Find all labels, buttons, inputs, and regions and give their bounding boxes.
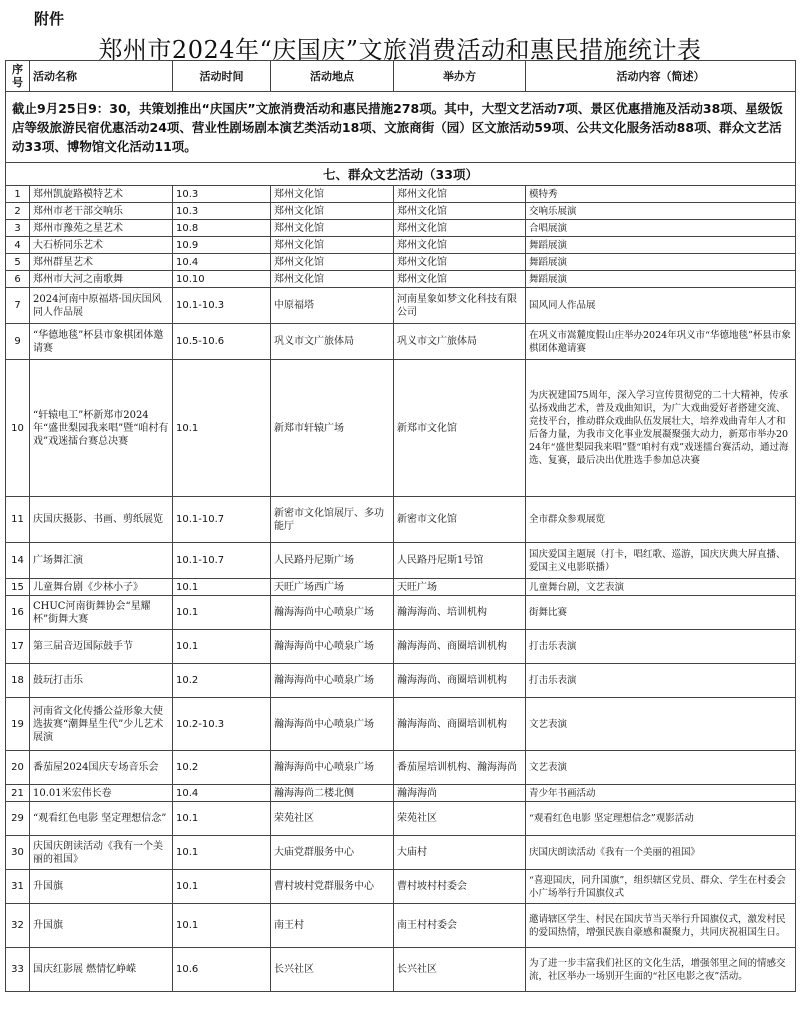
- activity-time: 10.1: [173, 836, 271, 870]
- activity-content: 国庆爱国主题展（打卡，唱红歌、巡游，国庆庆典大屏直播、爱国主义电影联播）: [526, 543, 796, 579]
- row-number: 4: [6, 237, 30, 254]
- activity-organizer: 新郑市文化馆: [394, 360, 526, 497]
- activity-name: 2024河南中原福塔·国庆国风同人作品展: [30, 288, 173, 324]
- activity-place: 荣苑社区: [271, 802, 394, 836]
- activity-name: “华德地毯”杯县市象棋团体邀请赛: [30, 324, 173, 360]
- activity-organizer: 瀚海海尚、商圈培训机构: [394, 664, 526, 698]
- activity-name: 升国旗: [30, 870, 173, 904]
- activity-content: 街舞比赛: [526, 596, 796, 630]
- activity-place: 郑州文化馆: [271, 203, 394, 220]
- row-number: 33: [6, 948, 30, 992]
- activity-place: 瀚海海尚中心喷泉广场: [271, 698, 394, 751]
- activity-name: 国庆红影展 燃情忆峥嵘: [30, 948, 173, 992]
- table-row: [6, 904, 796, 948]
- activity-content: 打击乐表演: [526, 664, 796, 698]
- activity-place: 新密市文化馆展厅、多功能厅: [271, 497, 394, 543]
- activity-name: 升国旗: [30, 904, 173, 948]
- activity-organizer: 瀚海海尚、商圈培训机构: [394, 630, 526, 664]
- activity-time: 10.5-10.6: [173, 324, 271, 360]
- row-number: 5: [6, 254, 30, 271]
- activity-place: 天旺广场西广场: [271, 579, 394, 596]
- activity-name: CHUC河南街舞协会“星耀杯”街舞大赛: [30, 596, 173, 630]
- activity-place: 瀚海海尚中心喷泉广场: [271, 596, 394, 630]
- activity-time: 10.9: [173, 237, 271, 254]
- activity-name: 儿童舞台剧《少林小子》: [30, 579, 173, 596]
- activity-name: 大石桥同乐艺术: [30, 237, 173, 254]
- activity-content: 为庆祝建国75周年，深入学习宣传贯彻党的二十大精神，传承弘扬戏曲艺术，普及戏曲知识，为广大戏曲爱好者搭建交流、竞技平台，推动群众戏曲队伍发展壮大，培养戏曲青年人才和后备力量，为我市文化事业发展凝聚强大动力，新郑市举办2024年“盛世梨园我来唱”暨“咱村有戏”戏迷擂台赛活动，通过海选、复赛，最后决出优胜选手参加总决赛: [526, 360, 796, 497]
- table-row: [6, 543, 796, 579]
- activity-time: 10.10: [173, 271, 271, 288]
- activity-place: 中原福塔: [271, 288, 394, 324]
- activity-place: 南王村: [271, 904, 394, 948]
- row-number: 20: [6, 751, 30, 785]
- activity-content: 舞蹈展演: [526, 237, 796, 254]
- activity-content: 舞蹈展演: [526, 254, 796, 271]
- activity-place: 郑州文化馆: [271, 271, 394, 288]
- activity-organizer: 荣苑社区: [394, 802, 526, 836]
- activity-name: 郑州市老干部交响乐: [30, 203, 173, 220]
- activity-content: 文艺表演: [526, 751, 796, 785]
- activity-organizer: 瀚海海尚、商圈培训机构: [394, 698, 526, 751]
- row-number: 11: [6, 497, 30, 543]
- activity-organizer: 曹村坡村村委会: [394, 870, 526, 904]
- table-row: [6, 630, 796, 664]
- activity-place: 瀚海海尚中心喷泉广场: [271, 664, 394, 698]
- table-row: [6, 596, 796, 630]
- activity-content: 交响乐展演: [526, 203, 796, 220]
- statistics-table: [5, 60, 796, 992]
- column-header-no: 序号: [6, 61, 30, 92]
- row-number: 18: [6, 664, 30, 698]
- column-header-organizer: 举办方: [394, 61, 526, 92]
- activity-time: 10.3: [173, 203, 271, 220]
- activity-name: 庆国庆朗读活动《我有一个美丽的祖国》: [30, 836, 173, 870]
- table-row: [6, 324, 796, 360]
- activity-name: “观看红色电影 坚定理想信念”: [30, 802, 173, 836]
- row-number: 7: [6, 288, 30, 324]
- row-number: 10: [6, 360, 30, 497]
- activity-time: 10.1: [173, 579, 271, 596]
- activity-place: 瀚海海尚二楼北侧: [271, 785, 394, 802]
- table-row: [6, 271, 796, 288]
- row-number: 30: [6, 836, 30, 870]
- column-header-place: 活动地点: [271, 61, 394, 92]
- activity-content: “观看红色电影 坚定理想信念”观影活动: [526, 802, 796, 836]
- activity-time: 10.2: [173, 751, 271, 785]
- table-row: [6, 288, 796, 324]
- activity-time: 10.1: [173, 630, 271, 664]
- activity-organizer: 瀚海海尚: [394, 785, 526, 802]
- section-title: 七、群众文艺活动（33项）: [6, 163, 796, 186]
- activity-organizer: 瀚海海尚、培训机构: [394, 596, 526, 630]
- activity-content: 打击乐表演: [526, 630, 796, 664]
- activity-organizer: 郑州文化馆: [394, 220, 526, 237]
- activity-organizer: 郑州文化馆: [394, 203, 526, 220]
- activity-time: 10.8: [173, 220, 271, 237]
- activity-content: 全市群众参观展览: [526, 497, 796, 543]
- activity-name: 广场舞汇演: [30, 543, 173, 579]
- activity-place: 郑州文化馆: [271, 186, 394, 203]
- row-number: 1: [6, 186, 30, 203]
- activity-content: 为了进一步丰富我们社区的文化生活，增强邻里之间的情感交流，社区举办一场别开生面的“社区电影之夜”活动。: [526, 948, 796, 992]
- table-header-row: [6, 61, 796, 92]
- activity-name: 郑州市豫苑之星艺术: [30, 220, 173, 237]
- table-row: [6, 751, 796, 785]
- activity-place: 人民路丹尼斯广场: [271, 543, 394, 579]
- attachment-label: 附件: [34, 10, 65, 28]
- row-number: 31: [6, 870, 30, 904]
- row-number: 6: [6, 271, 30, 288]
- table-row: [6, 186, 796, 203]
- row-number: 32: [6, 904, 30, 948]
- activity-content: “喜迎国庆，同升国旗”，组织辖区党员、群众、学生在村委会小广场举行升国旗仪式: [526, 870, 796, 904]
- row-number: 17: [6, 630, 30, 664]
- table-row: [6, 664, 796, 698]
- activity-time: 10.6: [173, 948, 271, 992]
- table-row: [6, 948, 796, 992]
- activity-place: 大庙党群服务中心: [271, 836, 394, 870]
- row-number: 2: [6, 203, 30, 220]
- activity-place: 郑州文化馆: [271, 254, 394, 271]
- activity-organizer: 郑州文化馆: [394, 237, 526, 254]
- activity-organizer: 长兴社区: [394, 948, 526, 992]
- activity-place: 瀚海海尚中心喷泉广场: [271, 751, 394, 785]
- activity-organizer: 郑州文化馆: [394, 271, 526, 288]
- activity-content: 模特秀: [526, 186, 796, 203]
- column-header-content: 活动内容（简述）: [526, 61, 796, 92]
- column-header-time: 活动时间: [173, 61, 271, 92]
- activity-time: 10.4: [173, 254, 271, 271]
- activity-content: 儿童舞台剧，文艺表演: [526, 579, 796, 596]
- activity-time: 10.1: [173, 802, 271, 836]
- table-row: [6, 497, 796, 543]
- row-number: 14: [6, 543, 30, 579]
- activity-organizer: 郑州文化馆: [394, 254, 526, 271]
- table-row: [6, 203, 796, 220]
- activity-name: 第三届音迈国际鼓手节: [30, 630, 173, 664]
- activity-time: 10.1-10.7: [173, 543, 271, 579]
- activity-name: 河南省文化传播公益形象大使选拔赛“潮舞星生代”少儿艺术展演: [30, 698, 173, 751]
- activity-content: 庆国庆朗读活动《我有一个美丽的祖国》: [526, 836, 796, 870]
- row-number: 16: [6, 596, 30, 630]
- summary-text: 截止9月25日9：30，共策划推出“庆国庆”文旅消费活动和惠民措施278项。其中，大型文艺活动7项、景区优惠措施及活动38项、星级饭店等级旅游民宿优惠活动24项、营业性剧场剧本演艺类活动18项、文旅商街（园）区文旅活动59项、公共文化服务活动88项、群众文艺活动33项、博物馆文化活动11项。: [6, 92, 796, 163]
- activity-name: 郑州凯旋路模特艺术: [30, 186, 173, 203]
- activity-name: 鼓玩打击乐: [30, 664, 173, 698]
- activity-organizer: 南王村村委会: [394, 904, 526, 948]
- table-row: [6, 802, 796, 836]
- activity-organizer: 天旺广场: [394, 579, 526, 596]
- activity-name: 郑州市大河之南歌舞: [30, 271, 173, 288]
- activity-time: 10.3: [173, 186, 271, 203]
- row-number: 9: [6, 324, 30, 360]
- activity-organizer: 人民路丹尼斯1号馆: [394, 543, 526, 579]
- activity-organizer: 河南星象如梦文化科技有限公司: [394, 288, 526, 324]
- activity-time: 10.2: [173, 664, 271, 698]
- activity-time: 10.1-10.3: [173, 288, 271, 324]
- activity-name: 郑州群星艺术: [30, 254, 173, 271]
- activity-name: “轩辕电工”杯新郑市2024年“盛世梨园我来唱”暨“咱村有戏”戏迷擂台赛总决赛: [30, 360, 173, 497]
- column-header-name: 活动名称: [30, 61, 173, 92]
- activity-organizer: 郑州文化馆: [394, 186, 526, 203]
- activity-organizer: 番茄屋培训机构、瀚海海尚: [394, 751, 526, 785]
- table-row: [6, 237, 796, 254]
- row-number: 3: [6, 220, 30, 237]
- activity-place: 郑州文化馆: [271, 237, 394, 254]
- row-number: 19: [6, 698, 30, 751]
- activity-content: 国风同人作品展: [526, 288, 796, 324]
- activity-time: 10.1: [173, 360, 271, 497]
- activity-place: 新郑市轩辕广场: [271, 360, 394, 497]
- activity-time: 10.1: [173, 596, 271, 630]
- activity-content: 文艺表演: [526, 698, 796, 751]
- activity-organizer: 大庙村: [394, 836, 526, 870]
- table-row: [6, 836, 796, 870]
- activity-time: 10.4: [173, 785, 271, 802]
- document-title: 郑州市2024年“庆国庆”文旅消费活动和惠民措施统计表: [98, 36, 702, 64]
- activity-time: 10.1: [173, 870, 271, 904]
- activity-place: 长兴社区: [271, 948, 394, 992]
- activity-organizer: 巩义市文广旅体局: [394, 324, 526, 360]
- activity-place: 郑州文化馆: [271, 220, 394, 237]
- activity-place: 巩义市文广旅体局: [271, 324, 394, 360]
- table-row: [6, 254, 796, 271]
- activity-place: 瀚海海尚中心喷泉广场: [271, 630, 394, 664]
- activity-organizer: 新密市文化馆: [394, 497, 526, 543]
- table-row: [6, 870, 796, 904]
- activity-time: 10.1: [173, 904, 271, 948]
- activity-time: 10.2-10.3: [173, 698, 271, 751]
- activity-content: 在巩义市嵩麓度假山庄举办2024年巩义市“华德地毯”杯县市象棋团体邀请赛: [526, 324, 796, 360]
- activity-name: 番茄屋2024国庆专场音乐会: [30, 751, 173, 785]
- activity-content: 舞蹈展演: [526, 271, 796, 288]
- row-number: 29: [6, 802, 30, 836]
- activity-time: 10.1-10.7: [173, 497, 271, 543]
- activity-place: 曹村坡村党群服务中心: [271, 870, 394, 904]
- table-row: [6, 360, 796, 497]
- activity-content: 邀请辖区学生、村民在国庆节当天举行升国旗仪式，激发村民的爱国热情，增强民族自豪感和凝聚力，共同庆祝祖国生日。: [526, 904, 796, 948]
- row-number: 21: [6, 785, 30, 802]
- activity-content: 合唱展演: [526, 220, 796, 237]
- row-number: 15: [6, 579, 30, 596]
- table-row: [6, 579, 796, 596]
- activity-name: 庆国庆摄影、书画、剪纸展览: [30, 497, 173, 543]
- table-row: [6, 785, 796, 802]
- table-row: [6, 220, 796, 237]
- table-row: [6, 698, 796, 751]
- activity-content: 青少年书画活动: [526, 785, 796, 802]
- activity-name: 10.01米宏伟长卷: [30, 785, 173, 802]
